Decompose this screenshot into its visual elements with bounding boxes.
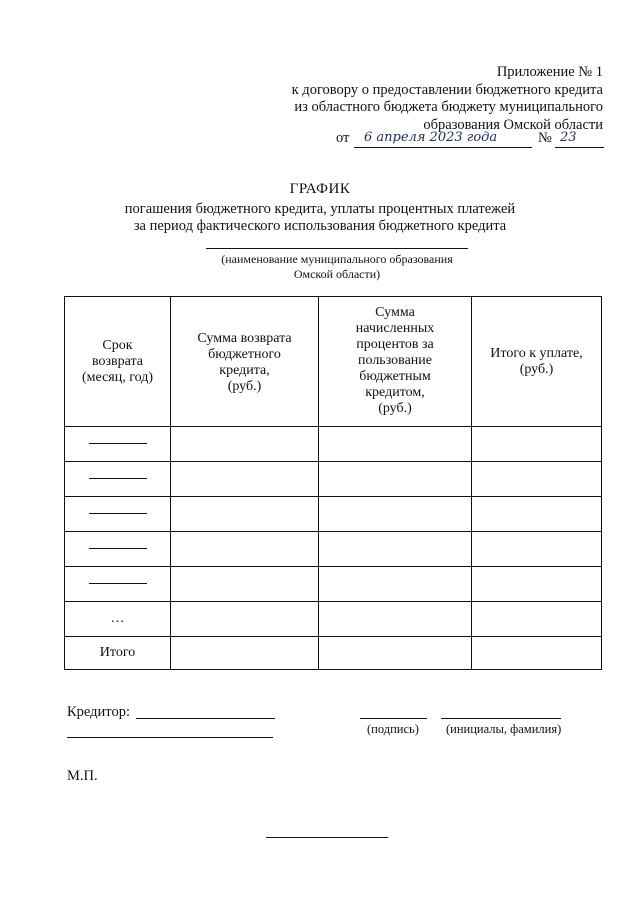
appendix-line: к договору о предоставлении бюджетного кредита bbox=[291, 81, 603, 98]
table-cell bbox=[171, 427, 319, 462]
appendix-block bbox=[292, 64, 603, 134]
table-cell bbox=[171, 462, 319, 497]
agreement-date-line bbox=[336, 130, 604, 150]
table-row bbox=[65, 497, 602, 532]
table-cell bbox=[171, 637, 319, 670]
initials-underline bbox=[441, 718, 561, 719]
header-repayment-term: Срок возврата (месяц, год) bbox=[65, 297, 171, 427]
table-row bbox=[65, 427, 602, 462]
document-subtitle-line2: за период фактического использования бюджетного кредита bbox=[133, 218, 507, 234]
header-accrued-interest: Сумма начисленных процентов за пользование бюджетным кредитом, (руб.) bbox=[319, 297, 472, 427]
table-cell bbox=[319, 497, 472, 532]
table-cell bbox=[319, 427, 472, 462]
table-cell bbox=[171, 567, 319, 602]
document-subtitle-line1: погашения бюджетного кредита, уплаты процентных платежей bbox=[124, 201, 516, 217]
bottom-separator-line bbox=[266, 837, 388, 838]
repayment-schedule-table bbox=[64, 296, 602, 670]
table-cell bbox=[171, 497, 319, 532]
table-cell bbox=[319, 602, 472, 637]
blank-dash bbox=[89, 478, 147, 479]
document-title: ГРАФИК bbox=[289, 181, 351, 197]
total-label: Итого bbox=[65, 637, 171, 670]
table-cell bbox=[472, 532, 602, 567]
appendix-title: Приложение № 1 bbox=[496, 64, 603, 80]
handwritten-number: 23 bbox=[560, 130, 577, 145]
municipality-caption-line: (наименование муниципального образования bbox=[221, 252, 453, 266]
appendix-line: из областного бюджета бюджету муниципального bbox=[294, 99, 603, 115]
signature-underline bbox=[360, 718, 427, 719]
blank-dash bbox=[89, 513, 147, 514]
table-row bbox=[65, 567, 602, 602]
municipality-caption bbox=[206, 252, 468, 281]
creditor-label: Кредитор: bbox=[67, 704, 130, 720]
total-row bbox=[65, 637, 602, 670]
table-cell bbox=[472, 567, 602, 602]
municipality-name-underline bbox=[206, 248, 468, 249]
appendix-line: образования Омской области bbox=[423, 116, 603, 133]
table-header-row bbox=[65, 297, 602, 427]
blank-dash bbox=[89, 548, 147, 549]
table-row bbox=[65, 532, 602, 567]
table-cell bbox=[171, 532, 319, 567]
table-cell bbox=[171, 602, 319, 637]
table-row bbox=[65, 602, 602, 637]
table-cell bbox=[472, 602, 602, 637]
table-cell bbox=[319, 567, 472, 602]
stamp-label: М.П. bbox=[67, 768, 98, 784]
table-cell bbox=[319, 637, 472, 670]
blank-dash bbox=[89, 443, 147, 444]
creditor-name-underline bbox=[136, 718, 275, 719]
table-cell bbox=[472, 427, 602, 462]
header-repayment-amount: Сумма возврата бюджетного кредита, (руб.) bbox=[171, 297, 319, 427]
signature-caption: (подпись) bbox=[367, 722, 419, 736]
table-cell bbox=[472, 462, 602, 497]
creditor-name-underline-2 bbox=[67, 737, 273, 738]
table-row bbox=[65, 462, 602, 497]
ellipsis-cell: … bbox=[65, 602, 171, 637]
number-underline bbox=[555, 147, 604, 148]
table-cell bbox=[472, 637, 602, 670]
table-cell bbox=[319, 532, 472, 567]
from-label: от bbox=[336, 130, 350, 146]
blank-dash bbox=[89, 583, 147, 584]
table-cell bbox=[319, 462, 472, 497]
table-cell bbox=[472, 497, 602, 532]
municipality-caption-line: Омской области) bbox=[293, 266, 381, 281]
header-total-payable: Итого к уплате, (руб.) bbox=[472, 297, 602, 427]
initials-caption: (инициалы, фамилия) bbox=[446, 722, 562, 736]
handwritten-date: 6 апреля 2023 года bbox=[364, 130, 498, 145]
number-label: № bbox=[538, 130, 552, 146]
date-underline bbox=[354, 147, 532, 148]
